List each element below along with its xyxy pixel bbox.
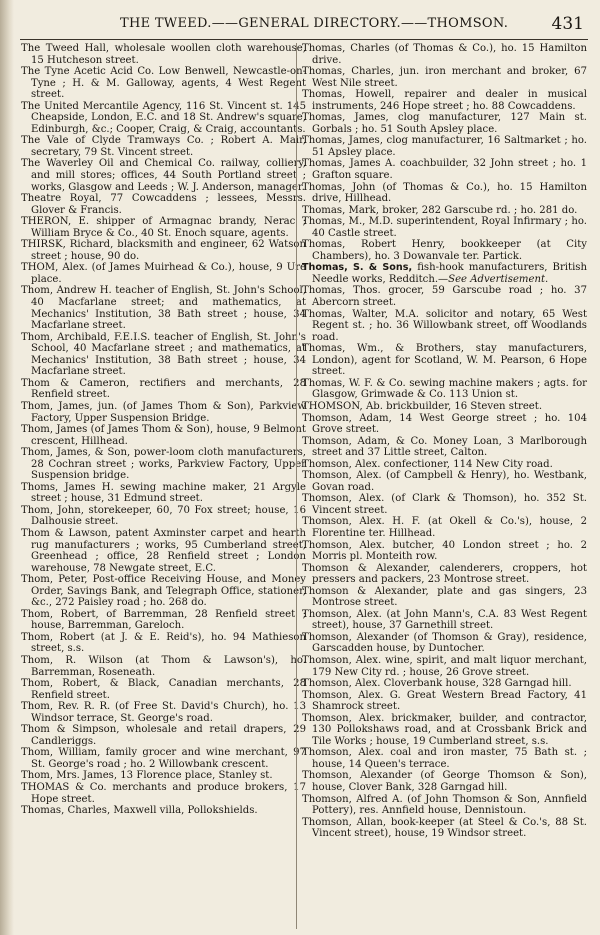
directory-entry: Theatre Royal, 77 Cowcaddens ; lessees, Messrs. Glover & Francis. bbox=[21, 193, 306, 216]
directory-entry: Thomson, Allan, book-keeper (at Steel & Co.'s, 88 St. Vincent street), house, 19 Windsor street. bbox=[302, 816, 587, 840]
directory-entry: Thom, William, family grocer and wine merchant, 97 St. George's road ; ho. 2 Willowbank crescent. bbox=[21, 747, 306, 770]
directory-entry: Thomson & Alexander, calenderers, croppers, hot pressers and packers, 23 Montrose street. bbox=[302, 562, 587, 586]
directory-entry: Thom, Robert, & Black, Canadian merchants, 28 Renfield street. bbox=[21, 678, 306, 701]
directory-entry: Thom, James, jun. (of James Thom & Son), Parkview Factory, Upper Suspension Bridge. bbox=[21, 400, 306, 424]
column-divider bbox=[296, 43, 297, 929]
directory-entry: Thomson, Alex. (at John Mann's, C.A. 83 West Regent street), house, 37 Garnethill street. bbox=[302, 608, 587, 632]
directory-entry: Thomas, Mark, broker, 282 Garscube rd. ; ho. 281 do. bbox=[302, 204, 578, 216]
directory-entry: Thomson, Alex. brickmaker, builder, and contractor, 130 Pollokshaws road, and at Crossbank Brick and Tile Works ; house, 19 Cumberland street, s.s. bbox=[302, 712, 587, 747]
directory-entry: Thomas, Robert Henry, bookkeeper (at City Chambers), ho. 3 Dowanvale ter. Partick. bbox=[302, 239, 587, 262]
directory-entry: The Waverley Oil and Chemical Co. railway, colliery, and mill stores; offices, 44 South Portland street ; works, Glasgow and Leeds ; W. J. Anderson, manager. bbox=[21, 158, 306, 193]
running-title: THE TWEED.——GENERAL DIRECTORY.——THOMSON. bbox=[120, 16, 509, 31]
directory-entry: Thomas, M., M.D. superintendent, Royal Infirmary ; ho. 40 Castle street. bbox=[302, 216, 587, 239]
directory-entry: THOMSON, Ab. brickbuilder, 16 Steven street. bbox=[302, 400, 543, 412]
directory-entry: Thom, Peter, Post-office Receiving House, and Money Order, Savings Bank, and Telegraph Office, stationer, &c., 272 Paisley road ; ho. 268 do. bbox=[21, 574, 306, 609]
directory-entry: Thomas, Charles, jun. iron merchant and broker, 67 West Nile street. bbox=[302, 66, 587, 89]
directory-entry: Thomas, W. F. & Co. sewing machine makers ; agts. for Glasgow, Grimwade & Co. 113 Union st. bbox=[302, 377, 587, 401]
directory-entry: Thomson, Alexander (of George Thomson & Son), house, Clover Bank, 328 Garngad hill. bbox=[302, 770, 587, 793]
right-column bbox=[302, 43, 587, 840]
page-number: 431 bbox=[551, 14, 584, 34]
directory-entry: Thom & Lawson, patent Axminster carpet and hearth rug manufacturers ; works, 95 Cumberland street, Greenhead ; office, 28 Renfield street ; London warehouse, 78 Newgate street, E.C. bbox=[21, 527, 306, 574]
directory-entry: Thomas, John (of Thomas & Co.), ho. 15 Hamilton drive, Hillhead. bbox=[302, 181, 587, 205]
directory-entry: Thomas, James, clog manufacturer, 127 Main st. Gorbals ; ho. 51 South Apsley place. bbox=[302, 112, 587, 135]
directory-entry: Thomas, Charles, Maxwell villa, Pollokshields. bbox=[21, 805, 258, 817]
directory-entry: Thom, James (of James Thom & Son), house, 9 Belmont crescent, Hillhead. bbox=[21, 424, 306, 447]
directory-entry: Thom, Mrs. James, 13 Florence place, Stanley st. bbox=[21, 770, 273, 782]
directory-entry: Thom, John, storekeeper, 60, 70 Fox street; house, 16 Dalhousie street. bbox=[21, 504, 306, 528]
directory-entry: Thomas, James A. coachbuilder, 32 John street ; ho. 1 Grafton square. bbox=[302, 158, 587, 182]
directory-entry: The Vale of Clyde Tramways Co. ; Robert A. Mair, secretary, 79 St. Vincent street. bbox=[21, 135, 306, 158]
directory-entry: Thomas, Howell, repairer and dealer in musical instruments, 246 Hope street ; ho. 88 Cowcaddens. bbox=[302, 89, 587, 112]
directory-entry: Thomson, Alex. butcher, 40 London street ; ho. 2 Morris pl. Monteith row. bbox=[302, 539, 587, 563]
directory-entry: Thom, R. Wilson (at Thom & Lawson's), ho. Barremman, Roseneath. bbox=[21, 654, 306, 678]
directory-entry: Thomson, Alfred A. (of John Thomson & Son, Annfield Pottery), res. Annfield house, Dennistoun. bbox=[302, 793, 587, 817]
directory-entry: Thomas, Charles (of Thomas & Co.), ho. 15 Hamilton drive. bbox=[302, 43, 587, 66]
directory-entry: Thomson, Alex. (of Campbell & Henry), ho. Westbank, Govan road. bbox=[302, 470, 587, 493]
directory-entry: Thom & Simpson, wholesale and retail drapers, 29 Candleriggs. bbox=[21, 724, 306, 747]
left-column bbox=[21, 43, 306, 817]
entry-lead: Thomas, S. & Sons, bbox=[302, 262, 413, 274]
directory-entry: Thomson, Alex. wine, spirit, and malt liquor merchant, 179 New City rd. ; house, 26 Grove street. bbox=[302, 654, 587, 678]
page-binding-shadow bbox=[0, 0, 14, 935]
directory-entry: Thomson, Alex. G. Great Western Bread Factory, 41 Shamrock street. bbox=[302, 689, 587, 713]
directory-entry: Thom, James, & Son, power-loom cloth manufacturers, 28 Cochran street ; works, Parkview Factory, Upper Suspension bridge. bbox=[21, 447, 306, 482]
directory-entry: THIRSK, Richard, blacksmith and engineer, 62 Watson street ; house, 90 do. bbox=[21, 239, 306, 262]
directory-entry: The United Mercantile Agency, 116 St. Vincent st. 145 Cheapside, London, E.C. and 18 St. Andrew's square, Edinburgh, &c.; Cooper, Craig, & Craig, accountants. bbox=[21, 100, 306, 135]
directory-entry: Thom, Robert, of Barremman, 28 Renfield street ; house, Barremman, Gareloch. bbox=[21, 608, 306, 632]
directory-entry: Thom, Rev. R. R. (of Free St. David's Church), ho. 13 Windsor terrace, St. George's road. bbox=[21, 701, 306, 724]
directory-entry: Thom, Archibald, F.E.I.S. teacher of English, St. John's School, 40 Macfarlane street ; and mathematics, at Mechanics' Institution, 38 Bath street ; house, 34 Macfarlane street. bbox=[21, 331, 306, 378]
directory-entry: Thomson, Alex. Cloverbank house, 328 Garngad hill. bbox=[302, 678, 572, 690]
directory-entry: Thomson, Alex. confectioner, 114 New City road. bbox=[302, 458, 553, 470]
directory-entry: Thomson, Adam, 14 West George street ; ho. 104 Grove street. bbox=[302, 412, 587, 436]
directory-entry: Thomas, Walter, M.A. solicitor and notary, 65 West Regent st. ; ho. 36 Willowbank street, off Woodlands road. bbox=[302, 308, 587, 343]
directory-entry: Thoms, James H. sewing machine maker, 21 Argyle street ; house, 31 Edmund street. bbox=[21, 481, 306, 505]
directory-entry: Thomson, Alex. H. F. (at Okell & Co.'s), house, 2 Florentine ter. Hillhead. bbox=[302, 516, 587, 539]
page-header bbox=[20, 14, 590, 36]
directory-entry: Thom, Andrew H. teacher of English, St. John's School, 40 Macfarlane street; and mathematics, at Mechanics' Institution, 38 Bath street ; house, 34 Macfarlane street. bbox=[21, 285, 306, 332]
directory-entry bbox=[302, 262, 587, 285]
directory-entry: Thomson, Alex. (of Clark & Thomson), ho. 352 St. Vincent street. bbox=[302, 493, 587, 516]
directory-entry: Thom & Cameron, rectifiers and merchants, 28 Renfield street. bbox=[21, 377, 306, 401]
entry-text: fish-hook manufacturers, British Needle works, Redditch.— bbox=[312, 262, 587, 285]
directory-entry: Thomson & Alexander, plate and gas singers, 23 Montrose street. bbox=[302, 585, 587, 609]
directory-entry: Thomas, Wm., & Brothers, stay manufacturers, London), agent for Scotland, W. M. Pearson, 6 Hope street. bbox=[302, 343, 587, 378]
directory-entry: Thom, Robert (at J. & E. Reid's), ho. 94 Mathieson street, s.s. bbox=[21, 631, 306, 655]
directory-entry: THERON, E. shipper of Armagnac brandy, Nerac ; William Bryce & Co., 40 St. Enoch square, agents. bbox=[21, 216, 306, 239]
directory-entry: Thomson, Adam, & Co. Money Loan, 3 Marlborough street and 37 Little street, Calton. bbox=[302, 435, 587, 459]
directory-entry: The Tyne Acetic Acid Co. Low Benwell, Newcastle-on-Tyne ; H. & M. Galloway, agents, 4 West Regent street. bbox=[21, 66, 306, 101]
directory-entry: Thomson, Alex. coal and iron master, 75 Bath st. ; house, 14 Queen's terrace. bbox=[302, 747, 587, 770]
directory-entry: The Tweed Hall, wholesale woollen cloth warehouse, 15 Hutcheson street. bbox=[21, 43, 306, 66]
header-rule bbox=[20, 39, 588, 40]
directory-entry: THOM, Alex. (of James Muirhead & Co.), house, 9 Ure place. bbox=[21, 262, 306, 285]
directory-entry: THOMAS & Co. merchants and produce brokers, 17 Hope street. bbox=[21, 782, 306, 805]
directory-entry: Thomas, James, clog manufacturer, 16 Saltmarket ; ho. 51 Apsley place. bbox=[302, 135, 587, 158]
directory-entry: Thomas, Thos. grocer, 59 Garscube road ; ho. 37 Abercorn street. bbox=[302, 285, 587, 309]
directory-entry: Thomson, Alexander (of Thomson & Gray), residence, Garscadden house, by Duntocher. bbox=[302, 631, 587, 655]
entry-note: See Advertisement. bbox=[448, 273, 549, 285]
